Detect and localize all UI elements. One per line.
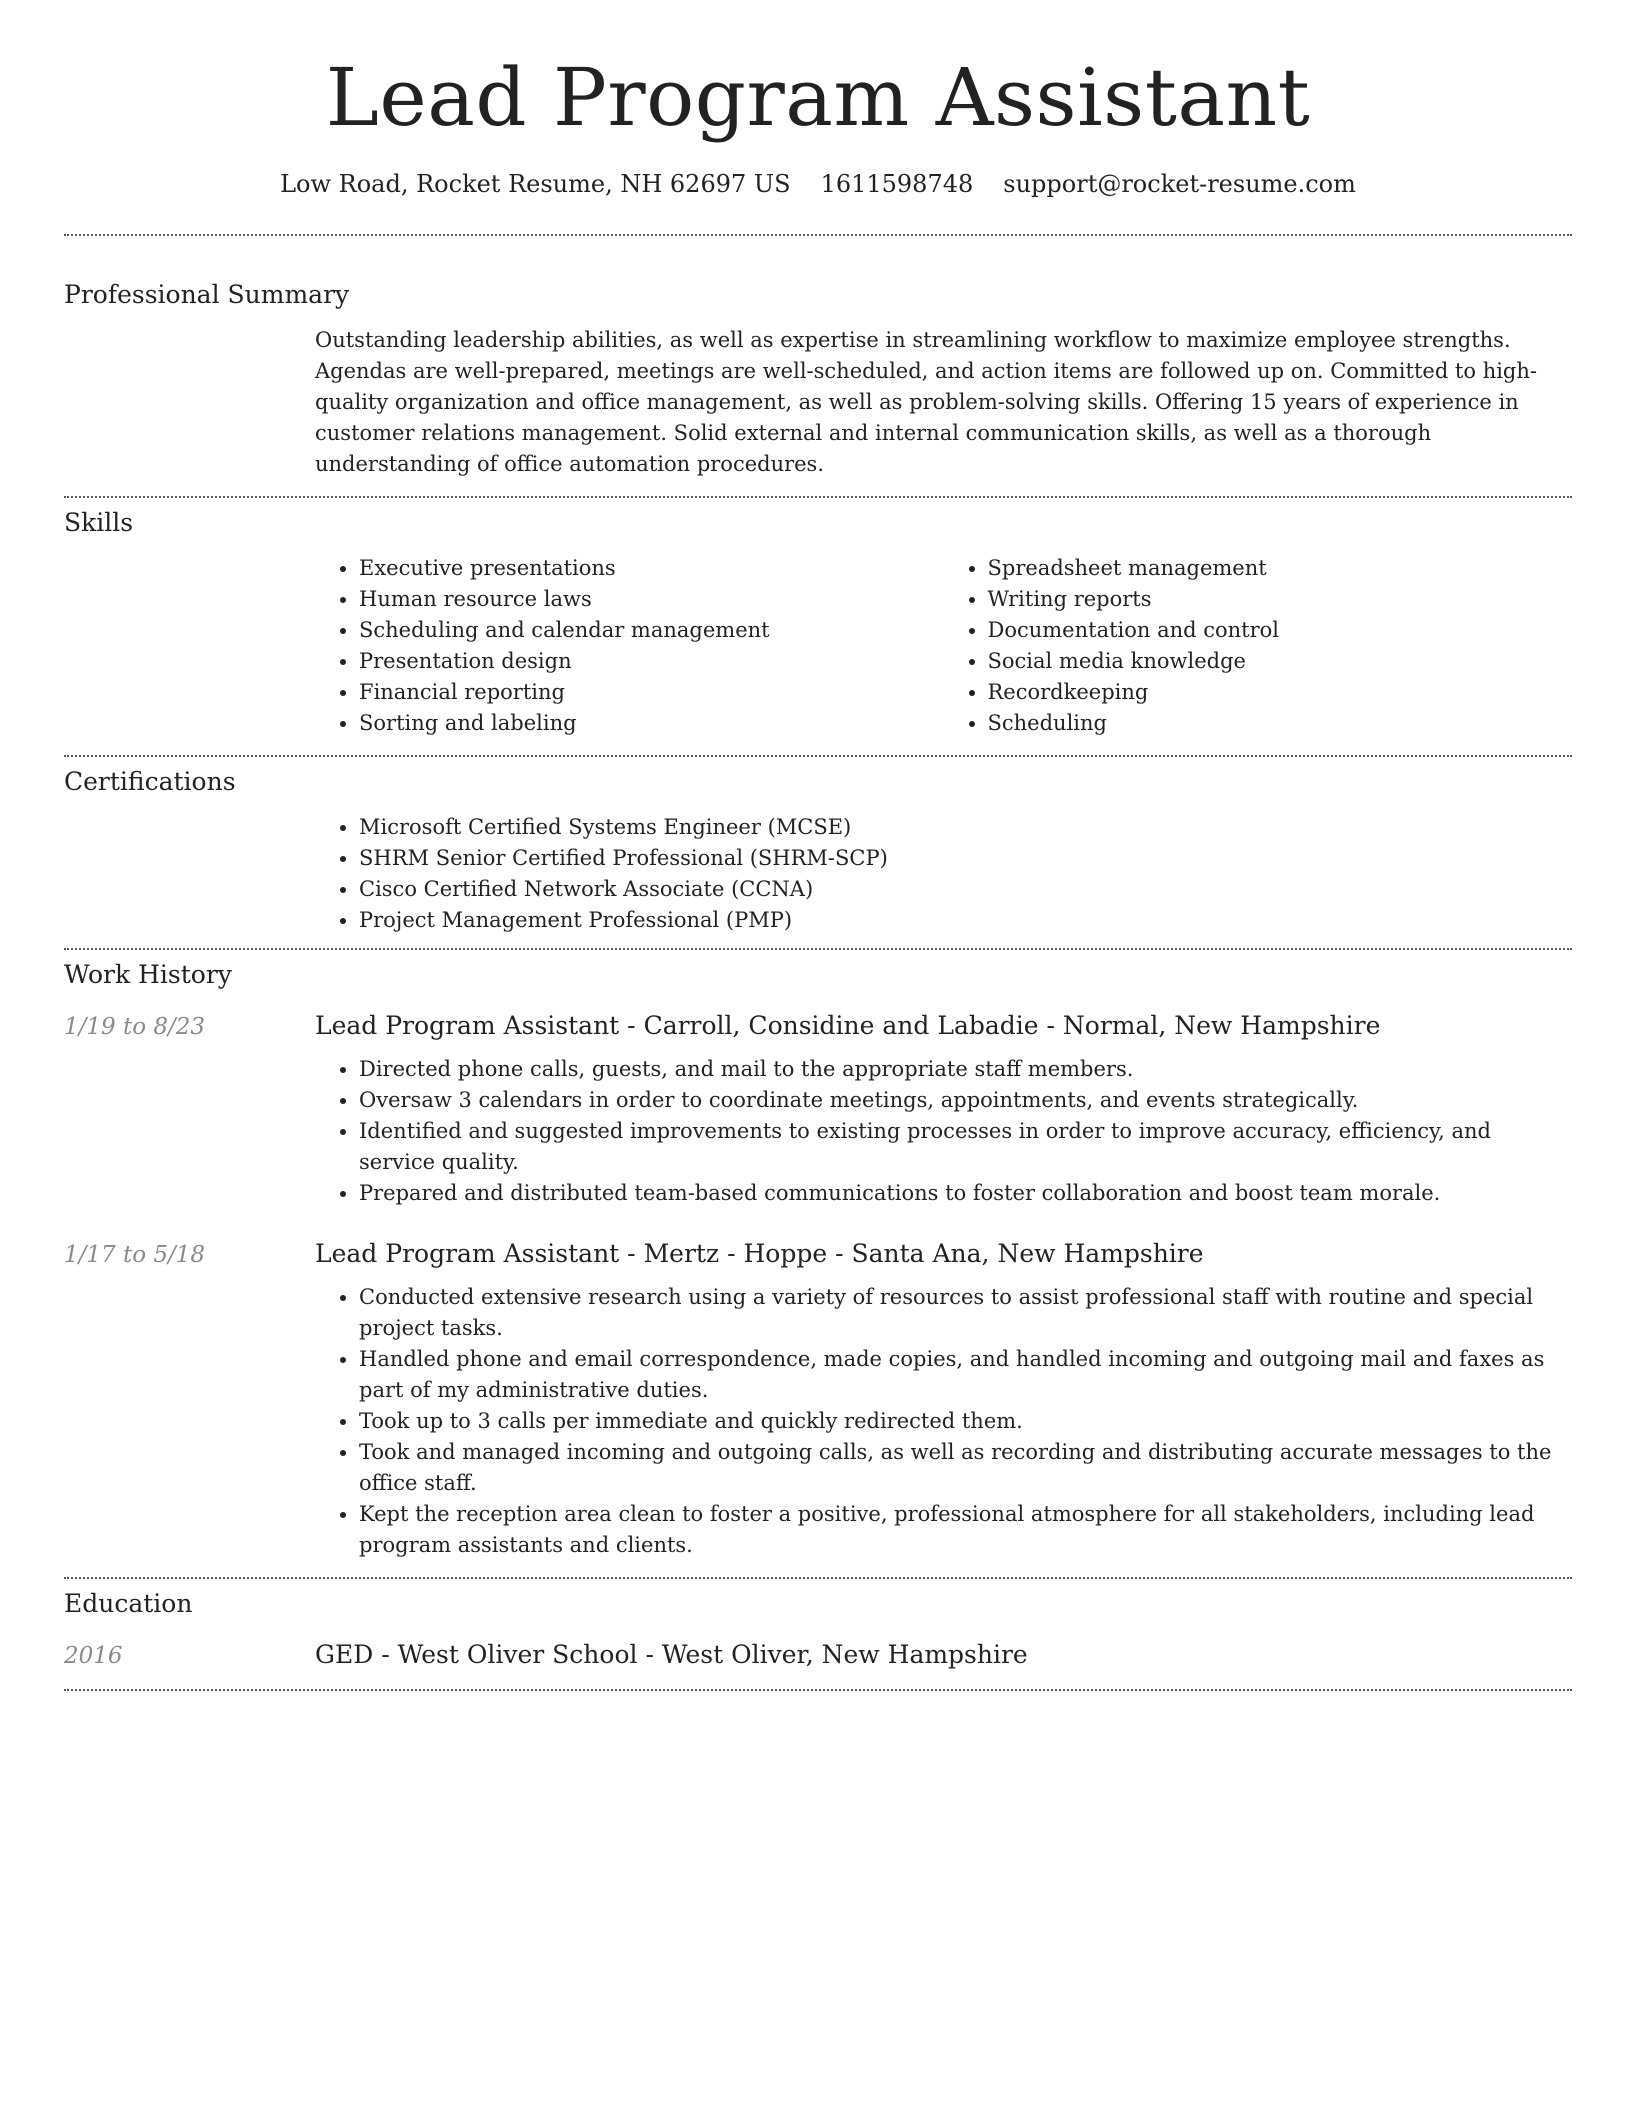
job-entry xyxy=(64,1011,1572,1209)
job-bullet: • Handled phone and email correspondence, made copies, and handled incoming and outgoing mail and faxes as part of my administrative duties. xyxy=(359,1344,1572,1406)
certifications-section xyxy=(64,757,1572,948)
job-bullets xyxy=(315,1282,1572,1561)
certifications-list xyxy=(315,812,1572,936)
education-entry xyxy=(64,1640,1572,1689)
skills-list-right xyxy=(944,553,1573,739)
job-details xyxy=(315,1282,1572,1561)
skill-item: • Financial reporting xyxy=(359,677,944,708)
job-bullet: • Directed phone calls, guests, and mail to the appropriate staff members. xyxy=(359,1054,1572,1085)
email: support@rocket-resume.com xyxy=(1003,170,1356,198)
skills-grid xyxy=(315,553,1572,755)
skill-item: • Writing reports xyxy=(988,584,1573,615)
job-entry xyxy=(64,1239,1572,1577)
summary-text: Outstanding leadership abilities, as well as expertise in streamlining workflow to maximize employee strengths. Agendas are well-prepared, meetings are well-scheduled, and action items are followed up on. Committed to high-quality organization and office management, as well as problem-solving skills. Offering 15 years of experience in customer relations management. Solid external and internal communication skills, as well as a thorough understanding of office automation procedures. xyxy=(315,328,1537,476)
certifications-body xyxy=(315,812,1572,948)
certification-item: • Cisco Certified Network Associate (CCNA) xyxy=(359,874,1572,905)
job-bullet: • Prepared and distributed team-based communications to foster collaboration and boost team morale. xyxy=(359,1178,1572,1209)
resume-page xyxy=(64,0,1572,1691)
skills-list-left xyxy=(315,553,944,739)
contact-line xyxy=(64,170,1572,198)
certification-item: • SHRM Senior Certified Professional (SHRM-SCP) xyxy=(359,843,1572,874)
skill-item: • Sorting and labeling xyxy=(359,708,944,739)
skill-item: • Presentation design xyxy=(359,646,944,677)
phone: 1611598748 xyxy=(820,170,974,198)
skill-item: • Scheduling xyxy=(988,708,1573,739)
job-header xyxy=(64,1011,1572,1040)
skill-item: • Human resource laws xyxy=(359,584,944,615)
work-section xyxy=(64,950,1572,1577)
summary-section xyxy=(64,236,1572,496)
certification-item: • Project Management Professional (PMP) xyxy=(359,905,1572,936)
skill-item: • Recordkeeping xyxy=(988,677,1573,708)
education-section xyxy=(64,1579,1572,1689)
skill-item: • Spreadsheet management xyxy=(988,553,1573,584)
skills-section xyxy=(64,498,1572,755)
job-title: Lead Program Assistant - Mertz - Hoppe - Santa Ana, New Hampshire xyxy=(315,1239,1204,1268)
summary-title: Professional Summary xyxy=(64,280,350,309)
job-details xyxy=(315,1054,1572,1209)
work-title: Work History xyxy=(64,960,232,989)
job-bullet: • Took up to 3 calls per immediate and quickly redirected them. xyxy=(359,1406,1572,1437)
job-bullet: • Took and managed incoming and outgoing calls, as well as recording and distributing accurate messages to the office staff. xyxy=(359,1437,1572,1499)
skill-item: • Documentation and control xyxy=(988,615,1573,646)
job-header xyxy=(64,1239,1572,1268)
job-title: Lead Program Assistant - Carroll, Considine and Labadie - Normal, New Hampshire xyxy=(315,1011,1381,1040)
job-bullet: • Kept the reception area clean to foster a positive, professional atmosphere for all stakeholders, including lead program assistants and clients. xyxy=(359,1499,1572,1561)
education-title: Education xyxy=(64,1589,193,1618)
education-title-line: GED - West Oliver School - West Oliver, New Hampshire xyxy=(315,1640,1028,1669)
education-date: 2016 xyxy=(64,1643,123,1669)
candidate-name: Lead Program Assistant xyxy=(325,51,1311,144)
divider xyxy=(64,1689,1572,1691)
job-date: 1/19 to 8/23 xyxy=(64,1014,206,1040)
job-date: 1/17 to 5/18 xyxy=(64,1242,206,1268)
job-bullet: • Identified and suggested improvements to existing processes in order to improve accuracy, efficiency, and service quality. xyxy=(359,1116,1572,1178)
address: Low Road, Rocket Resume, NH 62697 US xyxy=(280,170,791,198)
job-bullet: • Conducted extensive research using a variety of resources to assist professional staff with routine and special project tasks. xyxy=(359,1282,1572,1344)
skill-item: • Social media knowledge xyxy=(988,646,1573,677)
job-bullet: • Oversaw 3 calendars in order to coordinate meetings, appointments, and events strategically. xyxy=(359,1085,1572,1116)
skill-item: • Executive presentations xyxy=(359,553,944,584)
certifications-title: Certifications xyxy=(64,767,236,796)
job-bullets xyxy=(315,1054,1572,1209)
skills-title: Skills xyxy=(64,508,134,537)
certification-item: • Microsoft Certified Systems Engineer (MCSE) xyxy=(359,812,1572,843)
skill-item: • Scheduling and calendar management xyxy=(359,615,944,646)
